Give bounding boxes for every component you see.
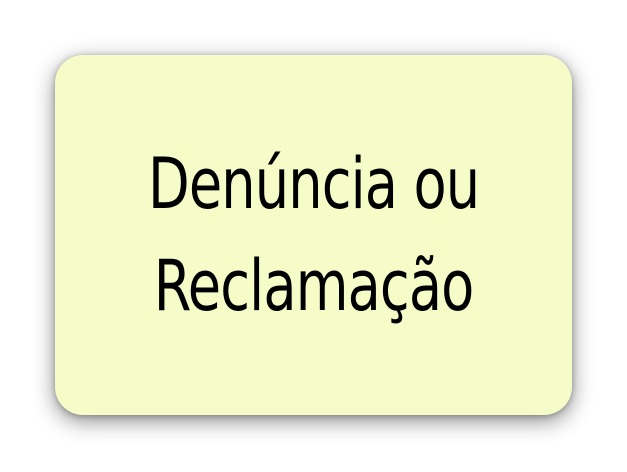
button-label-line-2: Reclamação xyxy=(153,245,474,327)
denuncia-reclamacao-button[interactable] xyxy=(55,55,572,415)
button-label-line-1: Denúncia ou xyxy=(147,143,480,225)
button-label xyxy=(148,133,479,337)
